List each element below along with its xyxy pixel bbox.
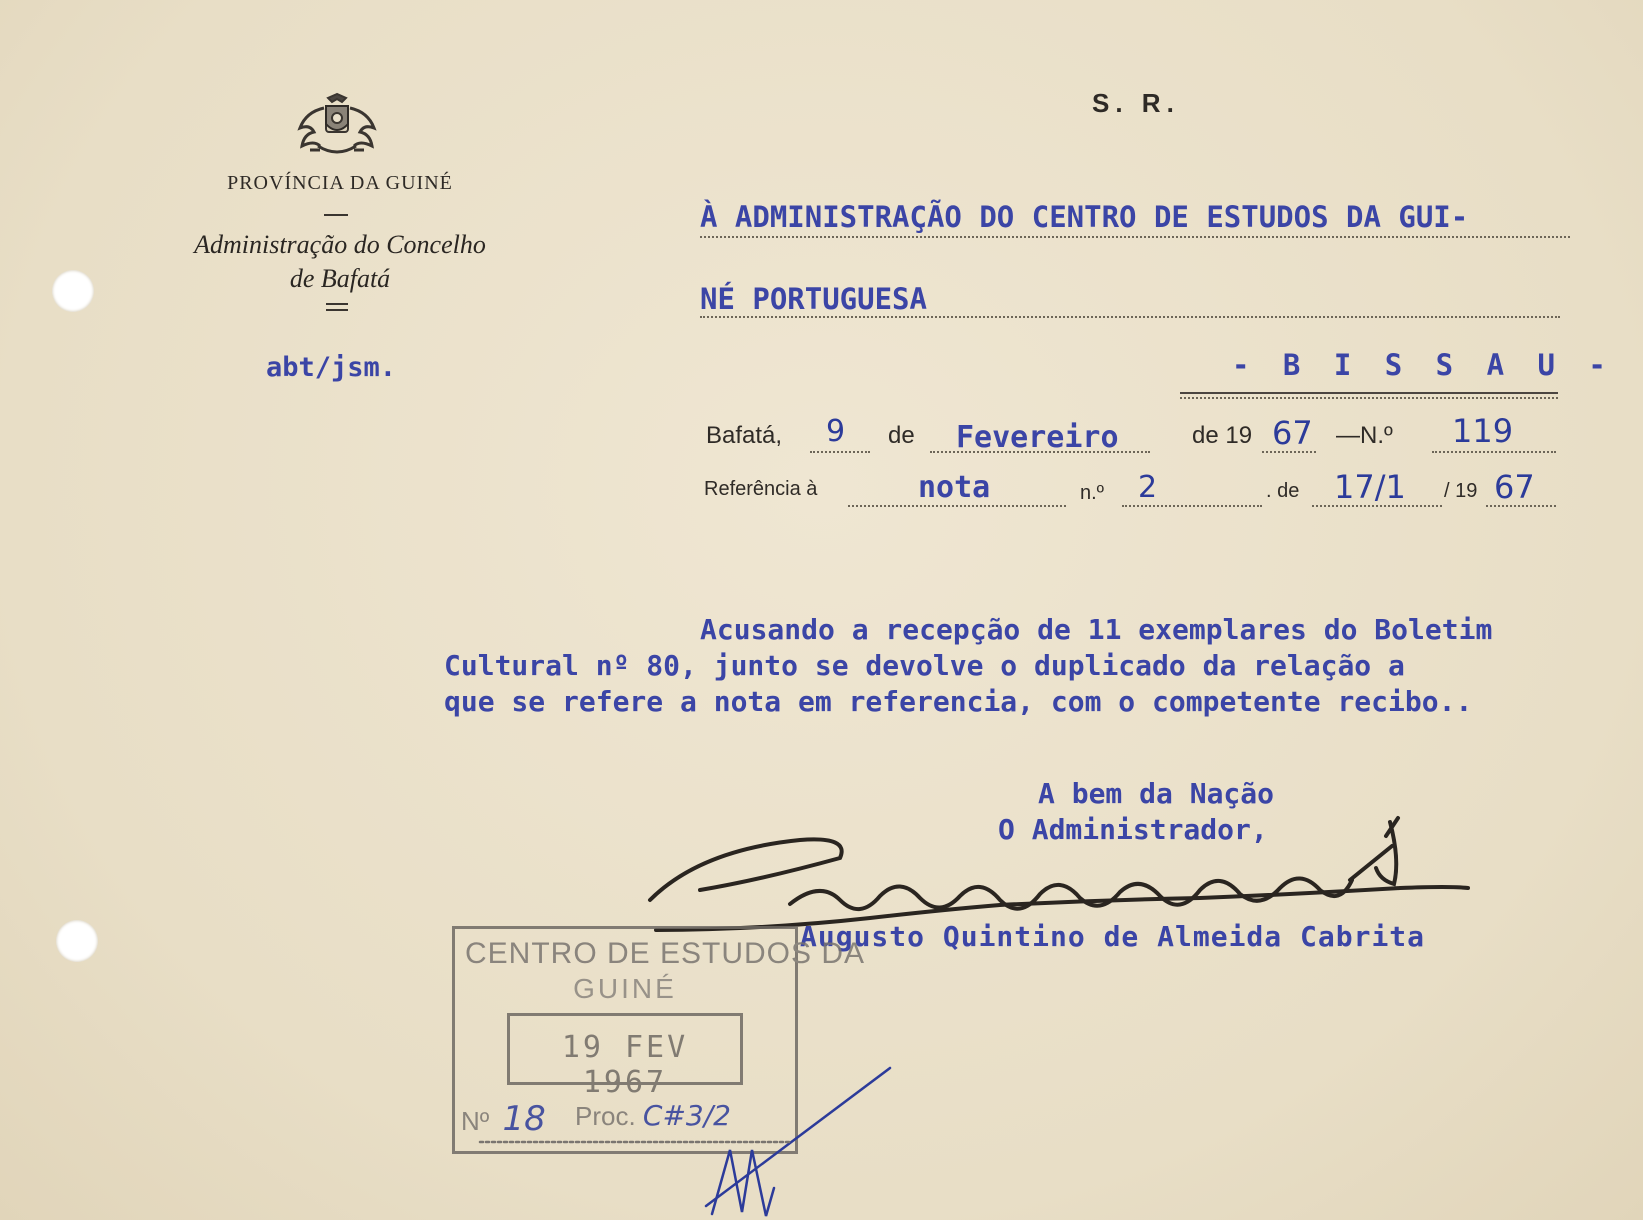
body-line-1: Acusando a recepção de 11 exemplares do Boletim	[700, 613, 1493, 646]
stamp-institution: CENTRO DE ESTUDOS DA	[465, 937, 866, 970]
reference-doc-type: nota	[918, 470, 991, 505]
reference-no-label: n.º	[1080, 482, 1104, 504]
province-heading: PROVÍNCIA DA GUINÉ	[227, 172, 453, 194]
recipient-line-2: NÉ PORTUGUESA	[700, 282, 927, 316]
stamp-number-value: 18	[502, 1099, 546, 1139]
year-prefix: de 19	[1192, 422, 1253, 449]
stamp-date: 19 FEV 1967	[561, 1030, 689, 1100]
recipient-city: - B I S S A U -	[1232, 348, 1614, 382]
stamp-process-value: C#3/2	[642, 1099, 731, 1132]
reference-date: 17/1	[1334, 468, 1406, 506]
stamp-region: GUINÉ	[573, 973, 677, 1004]
reference-label: Referência à	[704, 478, 818, 500]
date-day: 9	[826, 414, 846, 449]
year-suffix: 67	[1272, 414, 1313, 452]
date-month: Fevereiro	[956, 420, 1119, 455]
reference-year-prefix: / 19	[1444, 480, 1478, 502]
date-de-label: de	[888, 422, 915, 449]
body-line-2: Cultural nº 80, junto se devolve o duplicado da relação a	[444, 649, 1405, 682]
reference-code: abt/jsm.	[266, 352, 397, 383]
reference-de-label: . de	[1266, 480, 1300, 502]
letter-number: 119	[1452, 412, 1514, 450]
closing-salutation: A bem da Nação	[1038, 777, 1275, 810]
number-label: —N.º	[1336, 422, 1393, 449]
body-line-3: que se refere a nota em referencia, com o competente recibo..	[444, 685, 1473, 718]
closing-title: O Administrador,	[998, 813, 1268, 846]
place-label: Bafatá,	[706, 422, 783, 449]
classification-mark: S. R.	[1092, 88, 1180, 118]
municipality-heading: de Bafatá	[289, 264, 391, 293]
stamp-number-label-text: Nº	[461, 1106, 490, 1136]
recipient-line-1: À ADMINISTRAÇÃO DO CENTRO DE ESTUDOS DA GUI-	[700, 200, 1469, 234]
stamp-process-label: Proc.	[575, 1101, 636, 1131]
administration-heading: Administração do Concelho	[194, 230, 486, 259]
signatory-name: Augusto Quintino de Almeida Cabrita	[800, 920, 1426, 953]
reference-doc-number: 2	[1138, 470, 1158, 505]
reference-year-suffix: 67	[1494, 468, 1535, 506]
